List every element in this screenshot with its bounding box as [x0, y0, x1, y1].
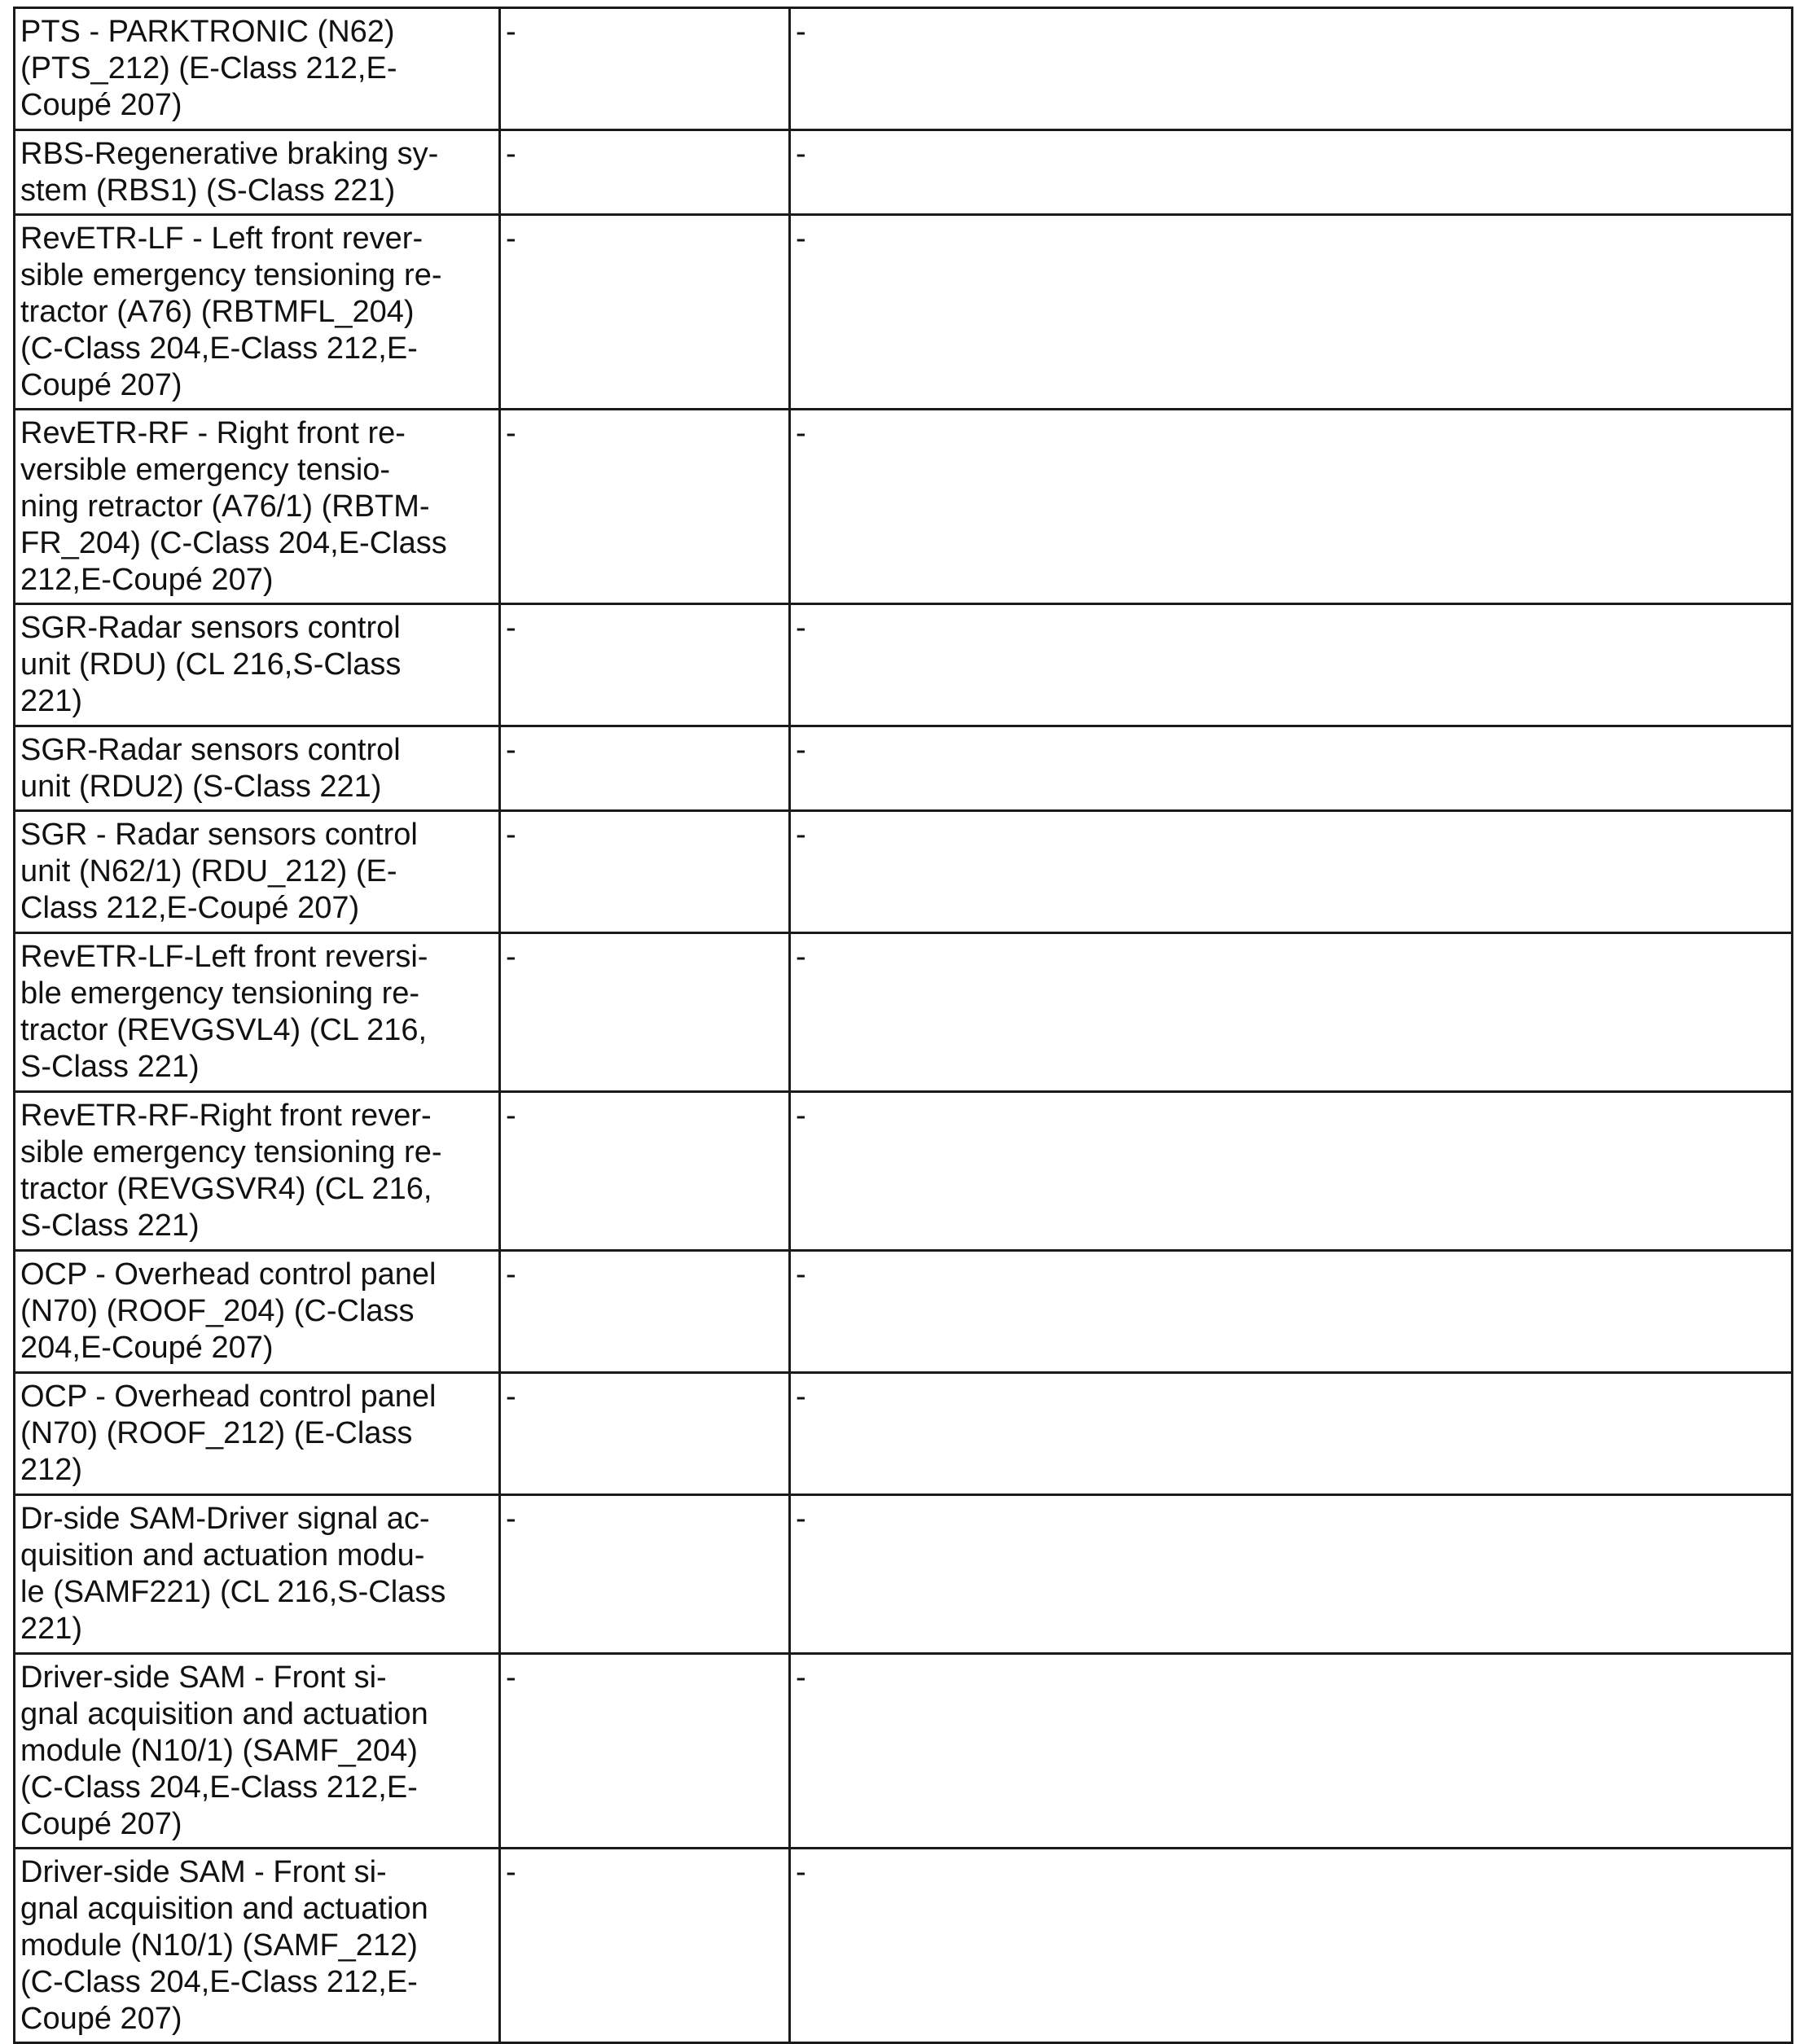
value-cell: - — [790, 933, 1793, 1092]
unit-name-cell: RevETR-RF-Right front rever- sible emergency tensioning re- tractor (REVGSVR4) (CL 216, S-Class 221) — [15, 1092, 500, 1251]
table-row — [15, 726, 1793, 811]
value-cell: - — [790, 410, 1793, 604]
value-cell: - — [500, 1849, 790, 2043]
value-cell: - — [790, 811, 1793, 933]
unit-name-cell: OCP - Overhead control panel (N70) (ROOF_212) (E-Class 212) — [15, 1373, 500, 1495]
unit-name-cell: RevETR-LF - Left front rever- sible emergency tensioning re- tractor (A76) (RBTMFL_204) (C-Class 204,E-Class 212,E- Coupé 207) — [15, 215, 500, 410]
value-cell: - — [790, 726, 1793, 811]
value-cell: - — [500, 933, 790, 1092]
table-row — [15, 1849, 1793, 2043]
table-row — [15, 8, 1793, 130]
unit-name-cell: SGR-Radar sensors control unit (RDU2) (S-Class 221) — [15, 726, 500, 811]
unit-name-cell: RevETR-LF-Left front reversi- ble emergency tensioning re- tractor (REVGSVL4) (CL 216, S-Class 221) — [15, 933, 500, 1092]
value-cell: - — [500, 410, 790, 604]
unit-name-cell: PTS - PARKTRONIC (N62) (PTS_212) (E-Class 212,E- Coupé 207) — [15, 8, 500, 130]
unit-name-cell: Driver-side SAM - Front si- gnal acquisition and actuation module (N10/1) (SAMF_212) (C-Class 204,E-Class 212,E- Coupé 207) — [15, 1849, 500, 2043]
table-row — [15, 130, 1793, 215]
value-cell: - — [790, 8, 1793, 130]
value-cell: - — [790, 1495, 1793, 1654]
unit-name-cell: RevETR-RF - Right front re- versible emergency tensio- ning retractor (A76/1) (RBTM- FR_204) (C-Class 204,E-Class 212,E-Coupé 207) — [15, 410, 500, 604]
table-row — [15, 1251, 1793, 1373]
unit-name-cell: SGR-Radar sensors control unit (RDU) (CL 216,S-Class 221) — [15, 604, 500, 726]
value-cell: - — [790, 1849, 1793, 2043]
unit-name-cell: SGR - Radar sensors control unit (N62/1) (RDU_212) (E- Class 212,E-Coupé 207) — [15, 811, 500, 933]
value-cell: - — [500, 1373, 790, 1495]
unit-name-cell: OCP - Overhead control panel (N70) (ROOF_204) (C-Class 204,E-Coupé 207) — [15, 1251, 500, 1373]
table-row — [15, 1092, 1793, 1251]
value-cell: - — [500, 811, 790, 933]
value-cell: - — [500, 8, 790, 130]
table-row — [15, 811, 1793, 933]
value-cell: - — [500, 1092, 790, 1251]
table-row — [15, 1654, 1793, 1849]
table-row — [15, 215, 1793, 410]
value-cell: - — [500, 604, 790, 726]
value-cell: - — [500, 1654, 790, 1849]
unit-name-cell: Driver-side SAM - Front si- gnal acquisition and actuation module (N10/1) (SAMF_204) (C-Class 204,E-Class 212,E- Coupé 207) — [15, 1654, 500, 1849]
value-cell: - — [790, 1654, 1793, 1849]
table-row — [15, 410, 1793, 604]
value-cell: - — [790, 1092, 1793, 1251]
table-row — [15, 1373, 1793, 1495]
value-cell: - — [790, 1251, 1793, 1373]
control-unit-table — [13, 7, 1793, 2044]
value-cell: - — [500, 1251, 790, 1373]
unit-name-cell: RBS-Regenerative braking sy- stem (RBS1) (S-Class 221) — [15, 130, 500, 215]
value-cell: - — [500, 130, 790, 215]
value-cell: - — [790, 604, 1793, 726]
value-cell: - — [790, 215, 1793, 410]
table-row — [15, 604, 1793, 726]
table-row — [15, 1495, 1793, 1654]
value-cell: - — [500, 215, 790, 410]
value-cell: - — [790, 130, 1793, 215]
value-cell: - — [500, 726, 790, 811]
unit-name-cell: Dr-side SAM-Driver signal ac- quisition and actuation modu- le (SAMF221) (CL 216,S-Class 221) — [15, 1495, 500, 1654]
table-row — [15, 933, 1793, 1092]
value-cell: - — [500, 1495, 790, 1654]
value-cell: - — [790, 1373, 1793, 1495]
